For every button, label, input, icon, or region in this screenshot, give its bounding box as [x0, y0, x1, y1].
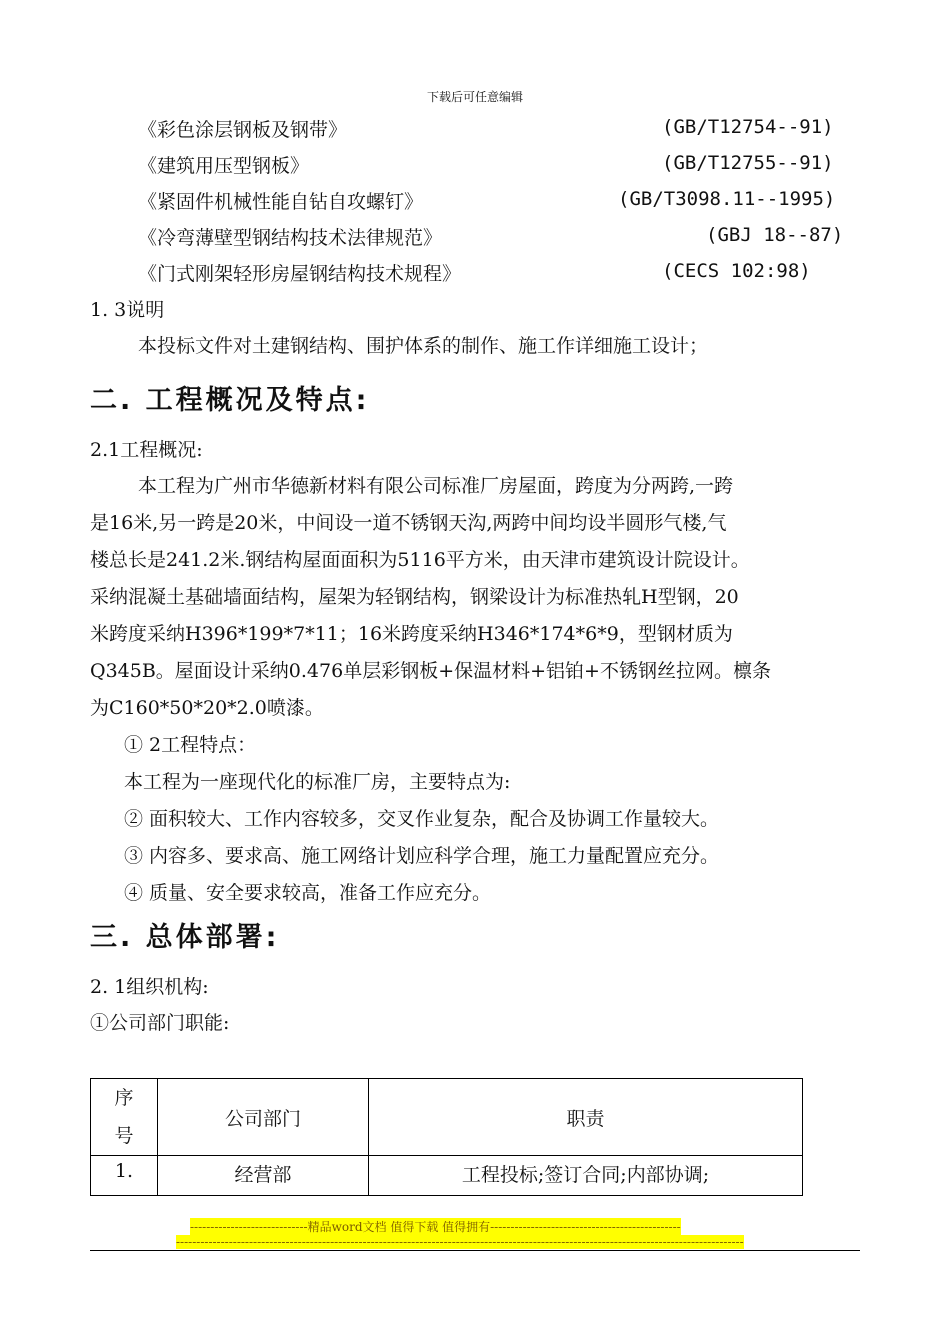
overview-line: 米跨度采纳H396*199*7*11；16米跨度采纳H346*174*6*9，型钢材质为 [90, 623, 733, 645]
page-header: 下载后可任意编辑 [426, 90, 523, 104]
overview-line: 为C160*50*20*2.0喷漆。 [90, 697, 324, 719]
standard-code: (GB/T12754--91) [662, 116, 834, 138]
overview-line: 楼总长是241.2米.钢结构屋面面积为5116平方米，由天津市建筑设计院设计。 [90, 549, 750, 571]
section-org-subtitle: ①公司部门职能: [90, 1012, 230, 1034]
section-org-title: 2. 1组织机构: [90, 976, 209, 998]
heading-overall-deployment: 三. 总体部署: [90, 922, 280, 953]
feature-item: ④ 质量、安全要求较高，准备工作应充分。 [124, 882, 492, 904]
standard-name: 《紧固件机械性能自钻自攻螺钉》 [138, 191, 424, 213]
standard-name: 《建筑用压型钢板》 [138, 155, 310, 177]
footer-banner: -----------------------------精品word文档 值得下载 值得拥有----------------------------------------------- [190, 1220, 681, 1234]
heading-project-overview: 二. 工程概况及特点: [90, 385, 370, 416]
standard-code: (CECS 102:98) [662, 260, 811, 282]
section-1-3-body: 本投标文件对土建钢结构、围护体系的制作、施工作详细施工设计； [138, 335, 709, 357]
standard-name: 《冷弯薄壁型钢结构技术法律规范》 [138, 227, 443, 249]
overview-line: 是16米,另一跨是20米，中间设一道不锈钢天沟,两跨中间均设半圆形气楼,气 [90, 512, 727, 534]
feature-item: ② 面积较大、工作内容较多，交叉作业复杂，配合及协调工作量较大。 [124, 808, 720, 830]
table-header-no-line: 号 [114, 1125, 134, 1147]
table-cell-dept: 经营部 [158, 1156, 369, 1196]
features-intro: 本工程为一座现代化的标准厂房，主要特点为: [124, 771, 511, 793]
features-title: ① 2工程特点： [124, 734, 257, 756]
table-header-row [91, 1079, 803, 1156]
footer-dashes: -------------------------------------------------------------------------------------------------------------------------------------------- [176, 1235, 744, 1249]
standard-code: (GB/T3098.11--1995) [618, 188, 836, 210]
standard-name: 《门式刚架轻形房屋钢结构技术规程》 [138, 263, 462, 285]
footer-divider [90, 1250, 860, 1251]
department-table [90, 1078, 803, 1196]
standard-name: 《彩色涂层钢板及钢带》 [138, 119, 348, 141]
table-row [91, 1156, 803, 1196]
table-cell-duty: 工程投标;签订合同;内部协调; [369, 1156, 803, 1196]
table-header-dept: 公司部门 [158, 1079, 369, 1156]
feature-item: ③ 内容多、要求高、施工网络计划应科学合理，施工力量配置应充分。 [124, 845, 720, 867]
standard-code: (GBJ 18--87) [706, 224, 844, 246]
table-cell-no: 1. [91, 1156, 158, 1196]
standard-code: (GB/T12755--91) [662, 152, 834, 174]
table-header-no-line: 序 [114, 1087, 134, 1109]
overview-line: 采纳混凝土基础墙面结构，屋架为轻钢结构，钢梁设计为标准热轧H型钢，20 [90, 586, 739, 608]
table-header-no [91, 1079, 158, 1156]
overview-line: 本工程为广州市华德新材料有限公司标准厂房屋面，跨度为分两跨,一跨 [138, 475, 734, 497]
section-2-1-title: 2.1工程概况: [90, 439, 203, 461]
overview-line: Q345B。屋面设计采纳0.476单层彩钢板+保温材料+铝铂+不锈钢丝拉网。檩条 [90, 660, 771, 682]
section-1-3-title: 1. 3说明 [90, 299, 165, 321]
table-header-duty: 职责 [369, 1079, 803, 1156]
